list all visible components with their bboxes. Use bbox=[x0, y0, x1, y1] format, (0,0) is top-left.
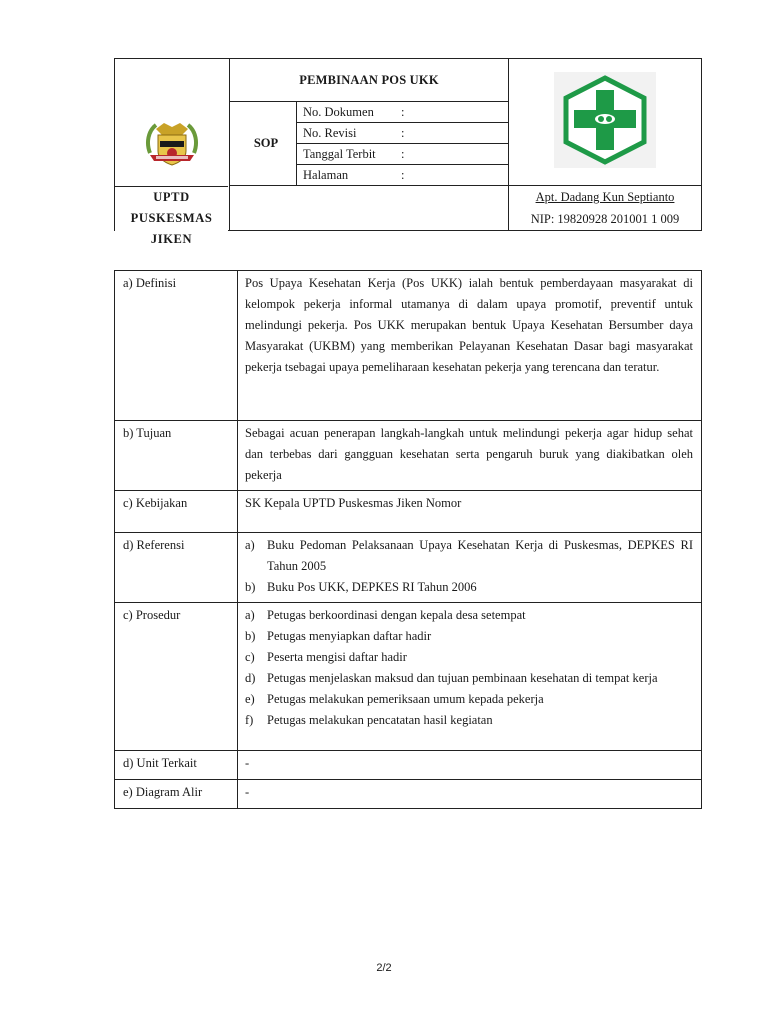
label-referensi: d) Referensi bbox=[115, 533, 238, 603]
list-referensi bbox=[238, 533, 702, 603]
label-tujuan: b) Tujuan bbox=[115, 421, 238, 491]
text-kebijakan: SK Kepala UPTD Puskesmas Jiken Nomor bbox=[238, 491, 702, 533]
org-line-uptd: UPTD bbox=[153, 190, 190, 204]
label-definisi: a) Definisi bbox=[115, 271, 238, 421]
text-diagram-alir: - bbox=[238, 780, 702, 809]
meta-halaman: Halaman : bbox=[297, 165, 509, 186]
list-item: d) Petugas menjelaskan maksud dan tujuan pembinaan kesehatan di tempat kerja bbox=[245, 671, 658, 685]
blank-cell bbox=[230, 186, 509, 231]
puskesmas-logo-icon bbox=[554, 72, 656, 168]
row-prosedur bbox=[115, 603, 702, 751]
sop-content-table bbox=[114, 270, 702, 809]
label-unit-terkait: d) Unit Terkait bbox=[115, 751, 238, 780]
row-unit-terkait bbox=[115, 751, 702, 780]
label-prosedur: c) Prosedur bbox=[115, 603, 238, 751]
org-line-puskesmas: PUSKESMAS bbox=[130, 211, 213, 225]
signer-block bbox=[509, 186, 702, 231]
text-unit-terkait: - bbox=[238, 751, 702, 780]
list-item: c) Peserta mengisi daftar hadir bbox=[245, 650, 407, 664]
label-kebijakan: c) Kebijakan bbox=[115, 491, 238, 533]
row-diagram-alir bbox=[115, 780, 702, 809]
text-tujuan: Sebagai acuan penerapan langkah-langkah untuk melindungi pekerja agar hidup sehat dan terbebas dari gangguan kesehatan serta pengaruh buruk yang diakibatkan oleh pekerja bbox=[238, 421, 702, 491]
meta-no-revisi: No. Revisi : bbox=[297, 123, 509, 144]
document-title: PEMBINAAN POS UKK bbox=[230, 59, 509, 102]
list-item: a) Petugas berkoordinasi dengan kepala desa setempat bbox=[245, 608, 526, 622]
row-referensi bbox=[115, 533, 702, 603]
row-definisi bbox=[115, 271, 702, 421]
meta-no-dokumen: No. Dokumen : bbox=[297, 102, 509, 123]
signer-nip: NIP: 19820928 201001 1 009 bbox=[530, 212, 680, 226]
page-number: 2/2 bbox=[376, 962, 392, 974]
list-prosedur bbox=[238, 603, 702, 751]
row-kebijakan bbox=[115, 491, 702, 533]
list-item: a) Buku Pedoman Pelaksanaan Upaya Kesehatan Kerja di Puskesmas, DEPKES RI Tahun 2005 bbox=[245, 538, 693, 573]
signer-name: Apt. Dadang Kun Septianto bbox=[535, 190, 675, 204]
list-item: e) Petugas melakukan pemeriksaan umum kepada pekerja bbox=[245, 692, 544, 706]
label-diagram-alir: e) Diagram Alir bbox=[115, 780, 238, 809]
list-item: f) Petugas melakukan pencatatan hasil kegiatan bbox=[245, 713, 493, 727]
org-line-jiken: JIKEN bbox=[150, 232, 193, 246]
meta-tanggal-terbit: Tanggal Terbit : bbox=[297, 144, 509, 165]
text-definisi: Pos Upaya Kesehatan Kerja (Pos UKK) ialah bentuk pemberdayaan masyarakat di kelompok pekerja informal utamanya di dalam upaya promotif, preventif untuk melindungi pekerja. Pos UKK merupakan bentuk Upaya Kesehatan Bersumber daya Masyarakat (UKBM) yang memberikan Pelayanan Kesehatan Dasar bagi masyarakat pekerja tsebagai upaya pemeliharaan kesehatan pekerja yang terencana dan teratur. bbox=[238, 271, 702, 421]
list-item: b) Buku Pos UKK, DEPKES RI Tahun 2006 bbox=[245, 580, 477, 594]
puskesmas-logo-cell bbox=[509, 59, 702, 186]
org-name-block bbox=[115, 186, 228, 250]
list-item: b) Petugas menyiapkan daftar hadir bbox=[245, 629, 432, 643]
row-tujuan bbox=[115, 421, 702, 491]
sop-label: SOP bbox=[230, 102, 297, 186]
regency-emblem-icon bbox=[142, 115, 202, 171]
